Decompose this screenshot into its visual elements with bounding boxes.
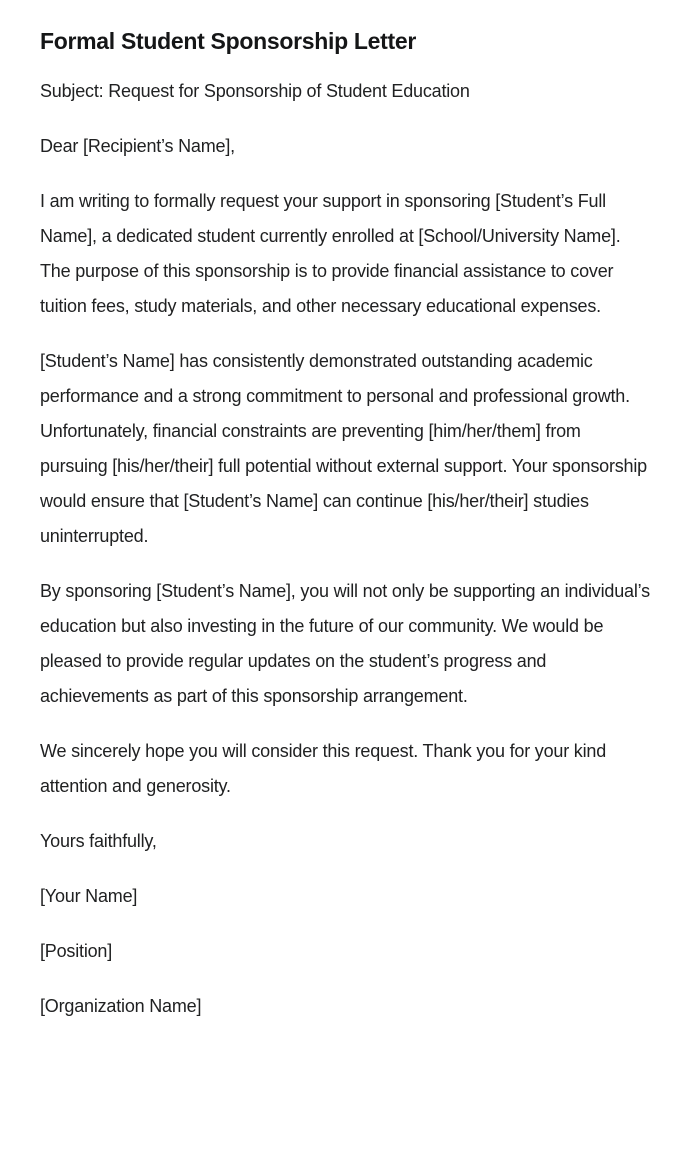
signature-organization: [Organization Name]: [40, 996, 202, 1016]
salutation: Dear [Recipient’s Name],: [40, 136, 235, 156]
signature-name: [Your Name]: [40, 886, 138, 906]
body-paragraph-1: I am writing to formally request your support in sponsoring [Student’s Full Name], a dedicated student currently enrolled at [School/University Name]. The purpose of this sponsorship is to provide financial assistance to cover tuition fees, study materials, and other necessary educational expenses.: [40, 191, 621, 316]
closing-line: Yours faithfully,: [40, 831, 157, 851]
subject-line: Subject: Request for Sponsorship of Student Education: [40, 81, 470, 101]
signature-position: [Position]: [40, 941, 113, 961]
body-paragraph-4: We sincerely hope you will consider this request. Thank you for your kind attention and generosity.: [40, 741, 607, 796]
page-title: Formal Student Sponsorship Letter: [40, 28, 417, 54]
body-paragraph-3: By sponsoring [Student’s Name], you will not only be supporting an individual’s education but also investing in the future of our community. We would be pleased to provide regular updates on the student’s progress and achievements as part of this sponsorship arrangement.: [40, 581, 650, 706]
body-paragraph-2: [Student’s Name] has consistently demonstrated outstanding academic performance and a strong commitment to personal and professional growth. Unfortunately, financial constraints are preventing [him/her/them] from pursuing [his/her/their] full potential without external support. Your sponsorship would ensure that [Student’s Name] can continue [his/her/their] studies uninterrupted.: [40, 351, 647, 546]
